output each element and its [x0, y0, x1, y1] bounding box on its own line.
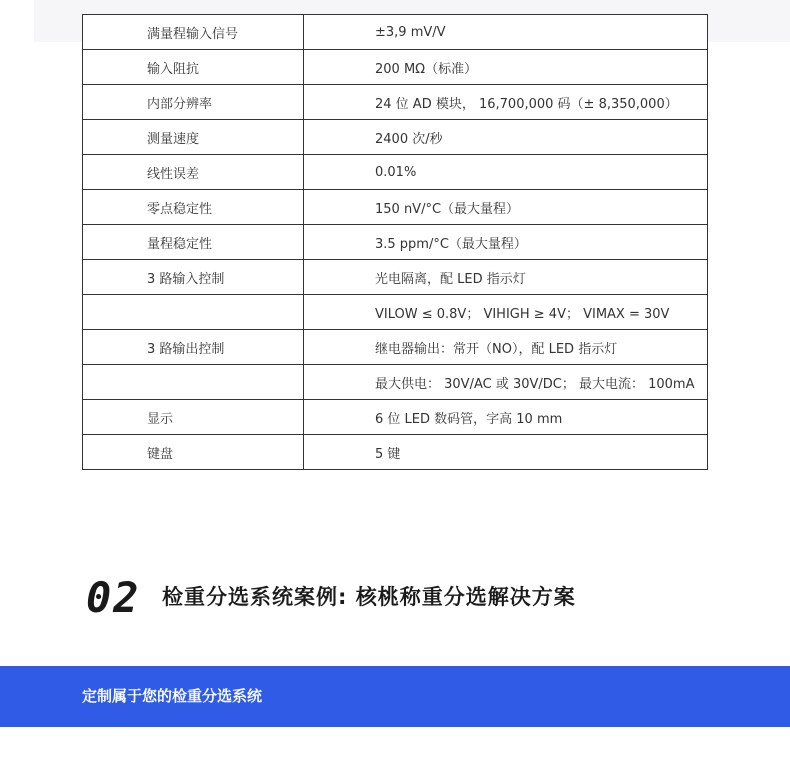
- table-row: [83, 225, 708, 260]
- spec-value: 2400 次/秒: [304, 120, 708, 155]
- spec-label: [83, 365, 304, 400]
- table-row: [83, 400, 708, 435]
- table-row: [83, 435, 708, 470]
- spec-value: 6 位 LED 数码管，字高 10 mm: [304, 400, 708, 435]
- spec-label: 零点稳定性: [83, 190, 304, 225]
- spec-value: 继电器输出：常开（NO），配 LED 指示灯: [304, 330, 708, 365]
- spec-label: 显示: [83, 400, 304, 435]
- spec-label: 3 路输入控制: [83, 260, 304, 295]
- table-row: [83, 50, 708, 85]
- table-row: [83, 85, 708, 120]
- spec-value: 0.01%: [304, 155, 708, 190]
- spec-value: 24 位 AD 模块， 16,700,000 码（± 8,350,000）: [304, 85, 708, 120]
- spec-value: 最大供电： 30V/AC 或 30V/DC； 最大电流： 100mA: [304, 365, 708, 400]
- table-row: [83, 330, 708, 365]
- spec-value: 光电隔离，配 LED 指示灯: [304, 260, 708, 295]
- spec-label: 内部分辨率: [83, 85, 304, 120]
- section-number: 02: [86, 573, 141, 622]
- cta-banner[interactable]: [0, 666, 790, 727]
- spec-value: 150 nV/°C（最大量程）: [304, 190, 708, 225]
- spec-value: 200 MΩ（标准）: [304, 50, 708, 85]
- spec-label: 输入阻抗: [83, 50, 304, 85]
- banner-text: 定制属于您的检重分选系统: [82, 687, 263, 705]
- table-row: [83, 155, 708, 190]
- spec-label: 键盘: [83, 435, 304, 470]
- table-row: [83, 260, 708, 295]
- spec-label: 满量程输入信号: [83, 15, 304, 50]
- spec-value: 5 键: [304, 435, 708, 470]
- spec-label: 测量速度: [83, 120, 304, 155]
- spec-value: 3.5 ppm/°C（最大量程）: [304, 225, 708, 260]
- spec-value: ±3,9 mV/V: [304, 15, 708, 50]
- spec-table: [82, 14, 708, 470]
- section-title: 检重分选系统案例: 核桃称重分选解决方案: [162, 585, 576, 609]
- spec-label: 线性误差: [83, 155, 304, 190]
- spec-label: 3 路输出控制: [83, 330, 304, 365]
- spec-label: [83, 295, 304, 330]
- table-row: [83, 190, 708, 225]
- table-row: [83, 120, 708, 155]
- spec-value: VILOW ≤ 0.8V； VIHIGH ≥ 4V； VIMAX = 30V: [304, 295, 708, 330]
- spec-label: 量程稳定性: [83, 225, 304, 260]
- table-row: [83, 295, 708, 330]
- table-row: [83, 365, 708, 400]
- table-row: [83, 15, 708, 50]
